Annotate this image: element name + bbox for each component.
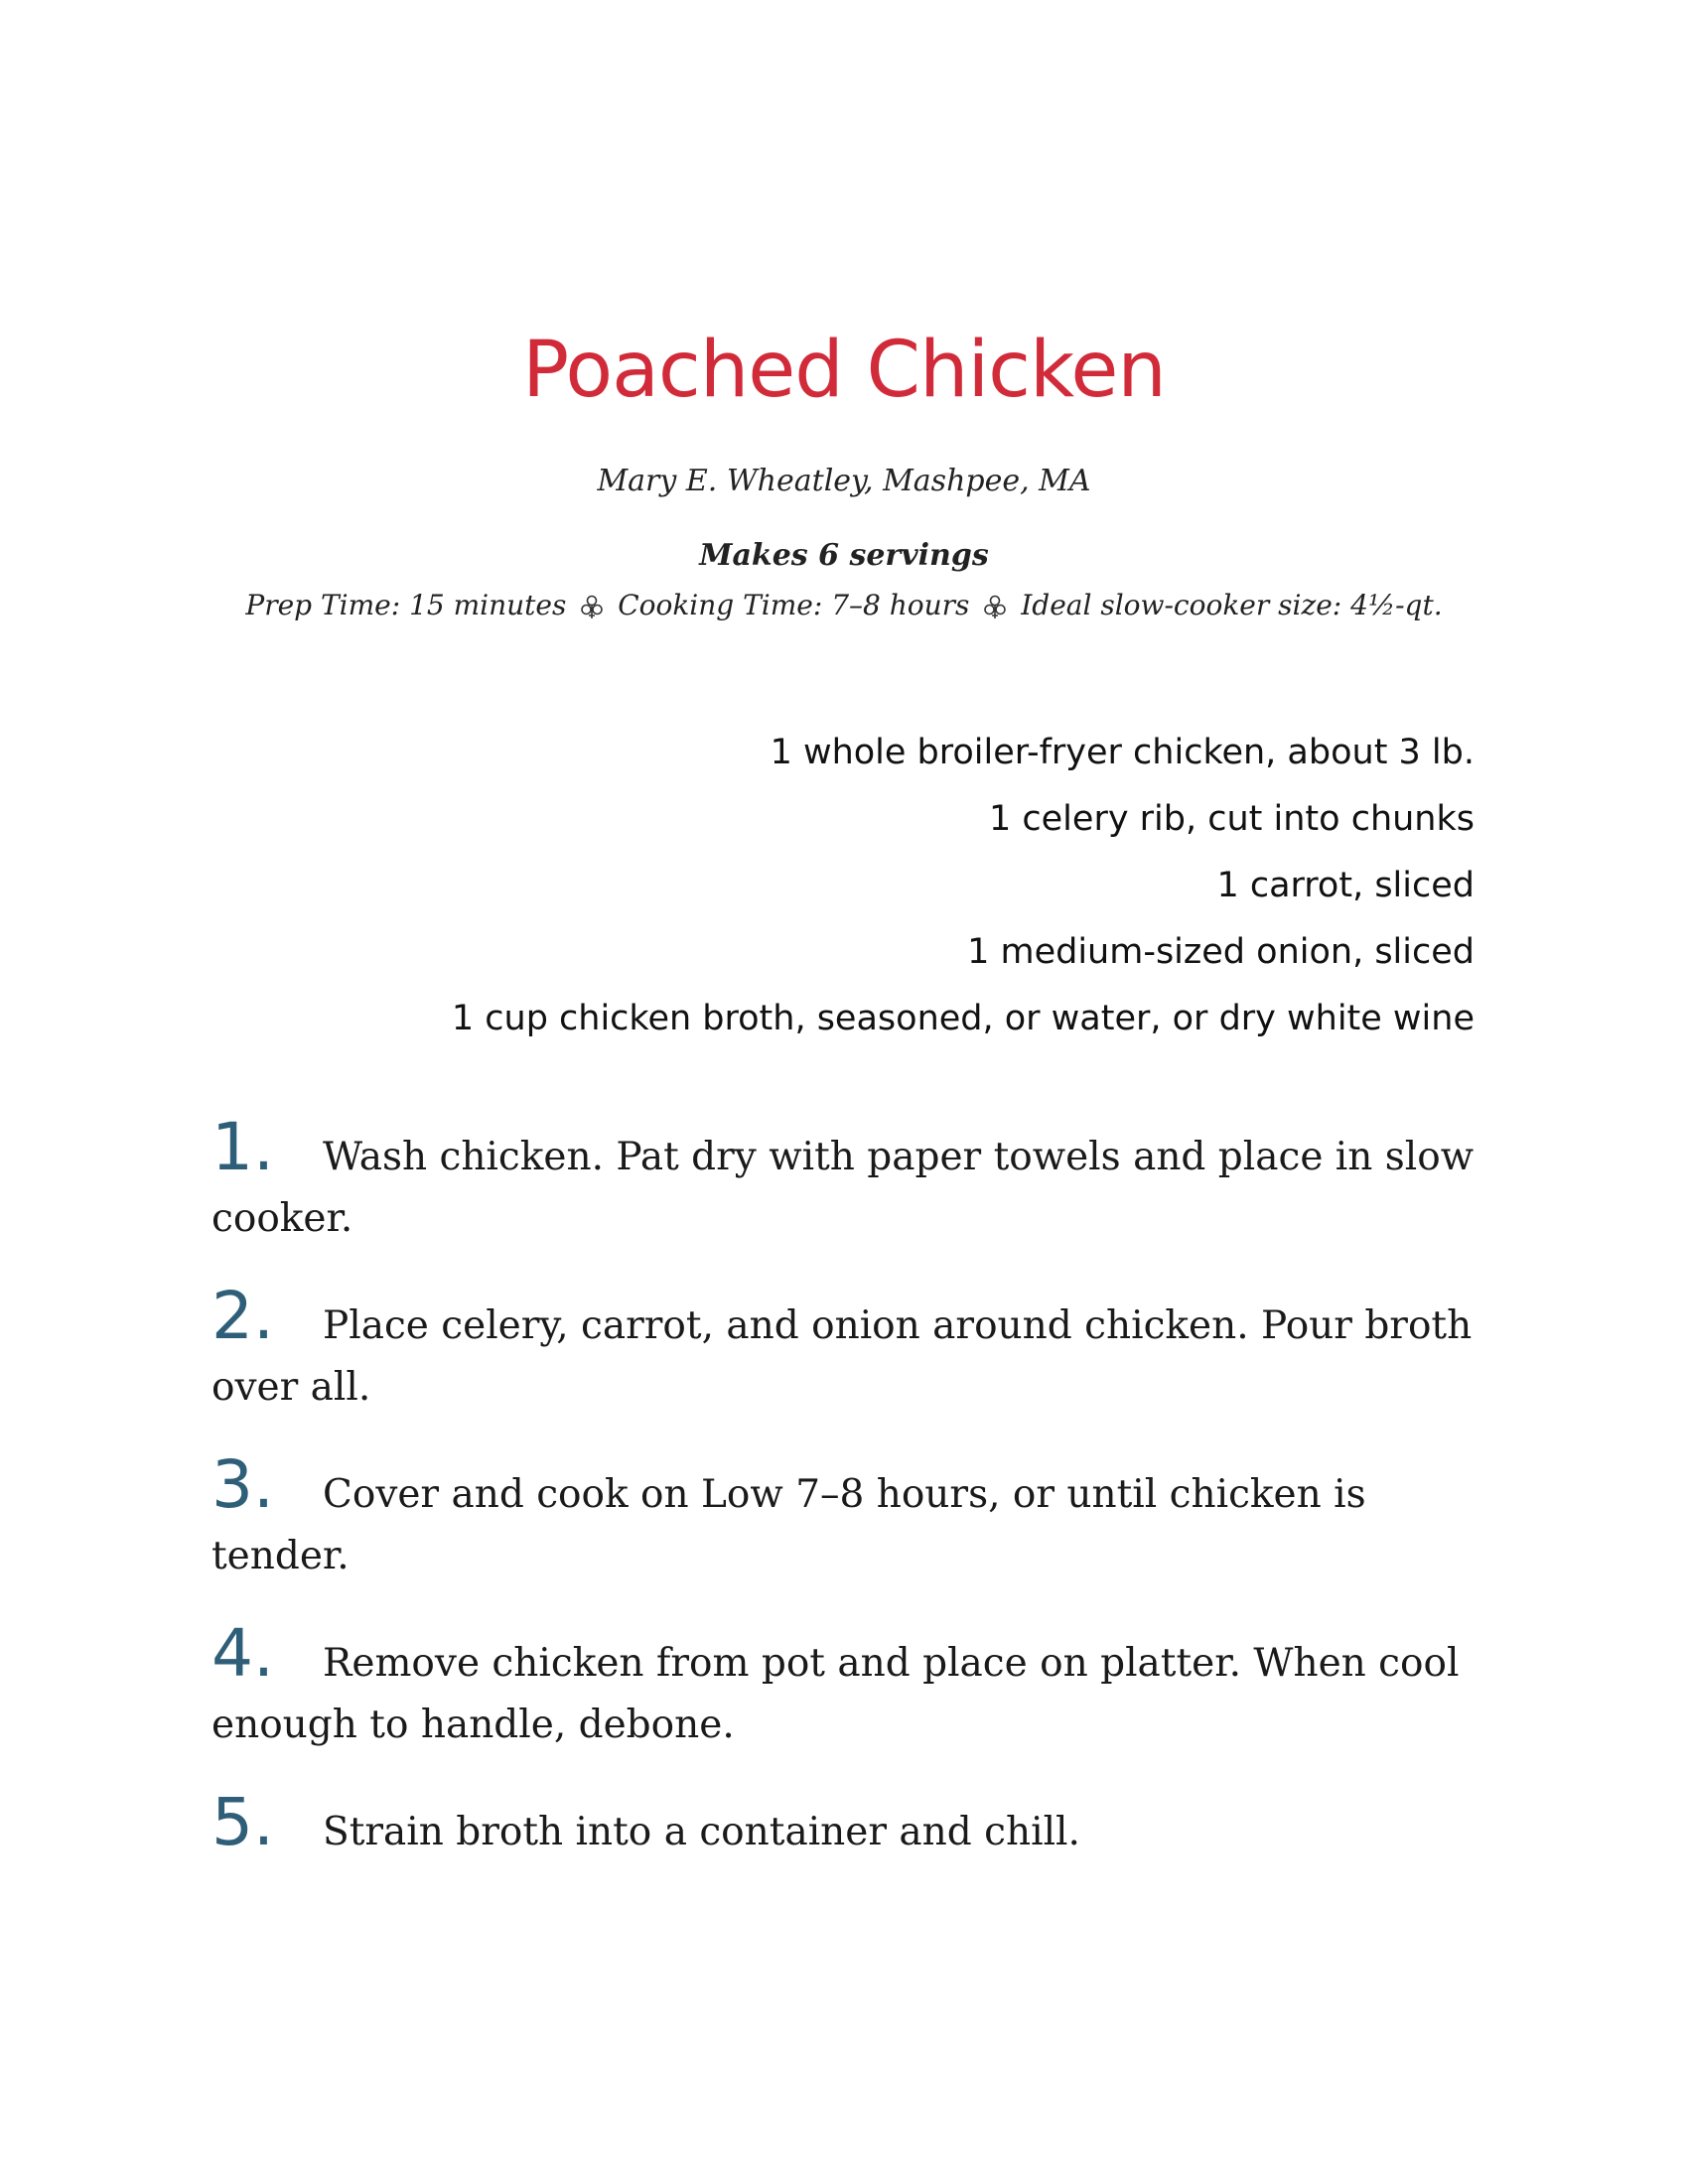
instruction-step [211,1784,1492,1863]
instruction-step [211,1446,1492,1587]
trefoil-icon [982,593,1008,620]
ingredient-item: 1 whole broiler-fryer chicken, about 3 lb. [770,733,1475,772]
step-number: 5. [211,1784,274,1860]
step-number: 3. [211,1446,274,1523]
step-text: Remove chicken from pot and place on platter. When cool enough to handle, debone. [211,1641,1460,1747]
servings-line: Makes 6 servings [699,538,989,573]
step-text: Place celery, carrot, and onion around chicken. Pour broth over all. [211,1303,1473,1410]
cooker-size: Ideal slow-cooker size: 4½-qt. [1021,589,1443,621]
step-number: 1. [211,1109,274,1185]
recipe-author: Mary E. Wheatley, Mashpee, MA [597,464,1091,498]
ingredient-item: 1 celery rib, cut into chunks [989,799,1475,839]
step-number: 4. [211,1615,274,1692]
step-text: Cover and cook on Low 7–8 hours, or until chicken is tender. [211,1472,1366,1578]
step-text: Strain broth into a container and chill. [323,1810,1080,1854]
ingredient-list [184,728,1475,1060]
prep-time: Prep Time: 15 minutes [245,589,567,621]
instruction-step [211,1109,1492,1250]
ingredient-item: 1 cup chicken broth, seasoned, or water, or dry white wine [451,999,1475,1038]
recipe-title: Poached Chicken [522,326,1166,416]
ingredient-item: 1 carrot, sliced [1216,866,1475,905]
instruction-list [211,1109,1492,1899]
time-info-line [0,589,1688,621]
trefoil-icon [579,593,605,620]
ingredient-item: 1 medium-sized onion, sliced [967,932,1475,972]
step-text: Wash chicken. Pat dry with paper towels and place in slow cooker. [211,1135,1475,1241]
step-number: 2. [211,1278,274,1354]
instruction-step [211,1278,1492,1419]
cooking-time: Cooking Time: 7–8 hours [618,589,970,621]
instruction-step [211,1615,1492,1756]
